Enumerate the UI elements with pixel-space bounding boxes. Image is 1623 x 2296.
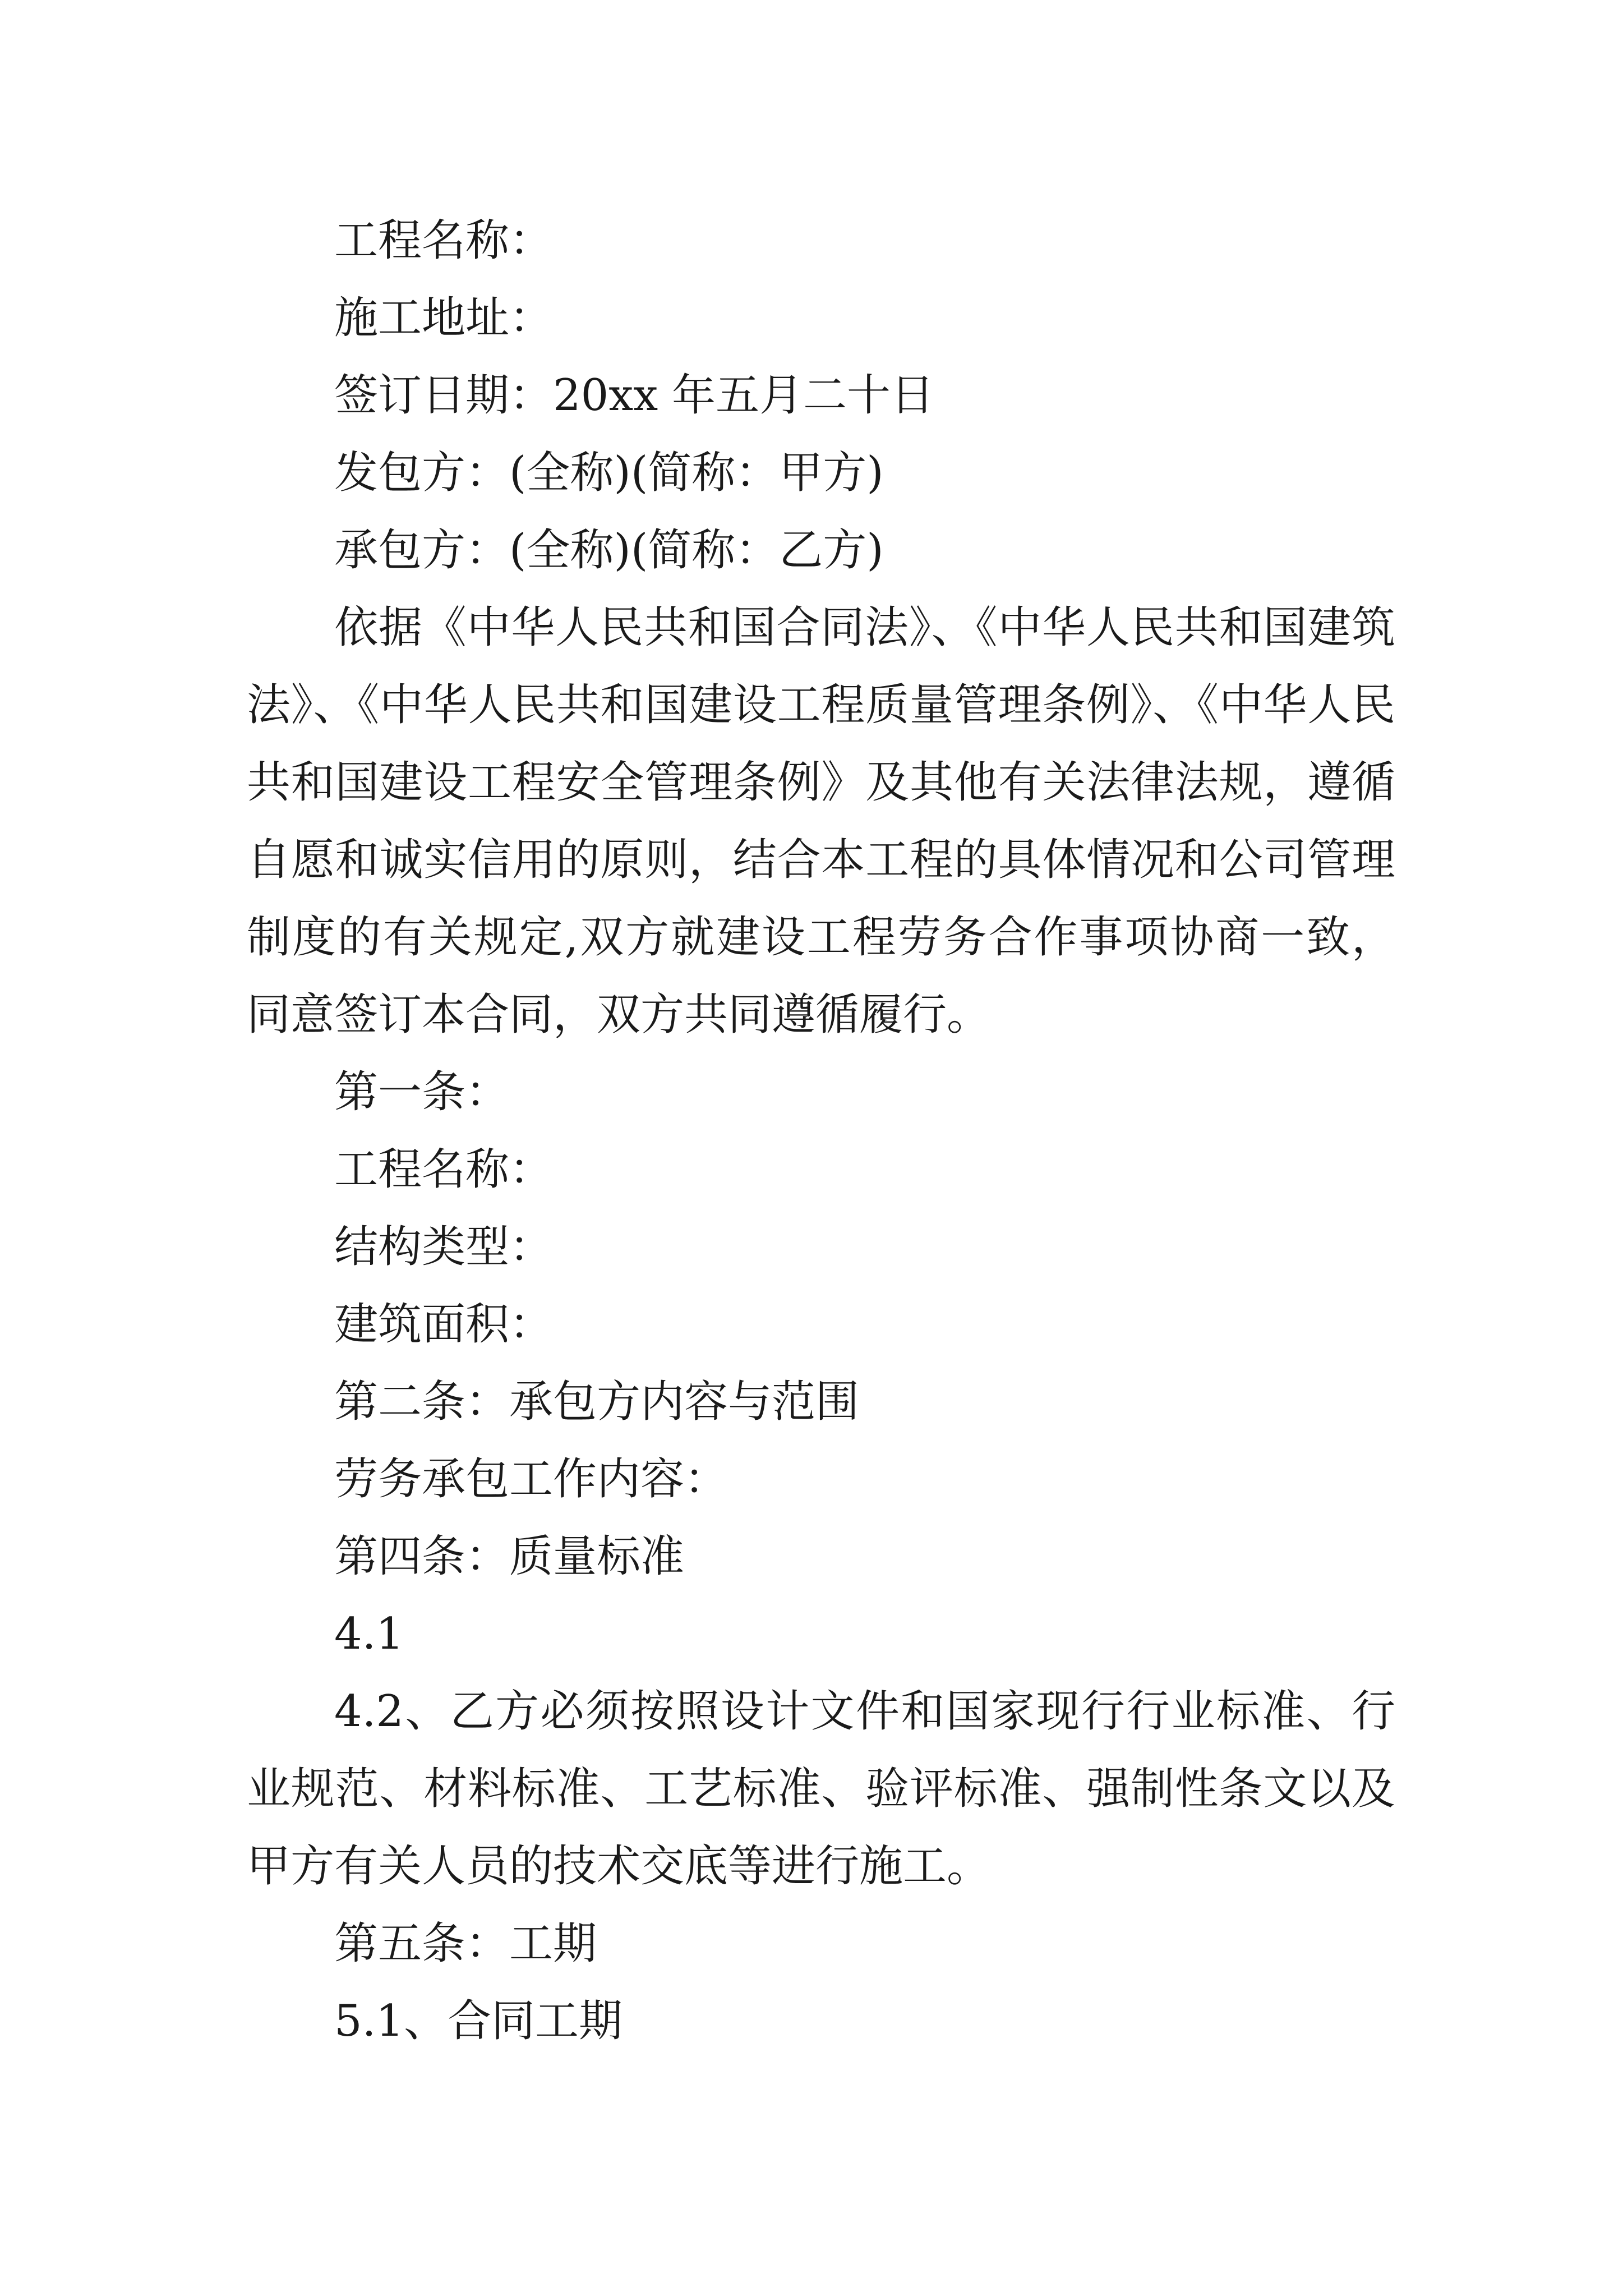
article-1-structure-type: 结构类型：: [334, 1222, 554, 1272]
clause-4-1: 4.1: [334, 1609, 404, 1659]
article-5-heading: 第五条：工期: [334, 1918, 597, 1969]
article-2-heading: 第二条：承包方内容与范围: [334, 1377, 860, 1427]
employer-line: 发包方：(全称)(简称：甲方): [334, 448, 884, 498]
article-1-heading: 第一条：: [334, 1067, 510, 1117]
contractor-line: 承包方：(全称)(简称：乙方): [334, 525, 884, 576]
clause-5-1: 5.1、合同工期: [334, 1996, 623, 2046]
article-1-project-name: 工程名称：: [334, 1144, 554, 1195]
preamble-paragraph: 依据《中华人民共和国合同法》、《中华人民共和国建筑法》、《中华人民共和国建设工程质量管理条例》、《中华人民共和国建设工程安全管理条例》及其他有关法律法规，遵循自愿和诚实信用的原则，结合本工程的具体情况和公司管理制度的有关规定,双方就建设工程劳务合作事项协商一致，同意签订本合同，双方共同遵循履行。: [247, 602, 1395, 1040]
labor-scope-line: 劳务承包工作内容：: [334, 1454, 728, 1504]
article-4-heading: 第四条：质量标准: [334, 1531, 685, 1582]
project-name-line: 工程名称：: [334, 215, 554, 266]
signing-date-line: 签订日期：20xx 年五月二十日: [334, 370, 935, 421]
article-1-building-area: 建筑面积：: [334, 1299, 554, 1350]
document-page: [247, 202, 1395, 2060]
site-address-line: 施工地址：: [334, 293, 554, 343]
clause-4-2: 4.2、乙方必须按照设计文件和国家现行行业标准、行业规范、材料标准、工艺标准、验评标准、强制性条文以及甲方有关人员的技术交底等进行施工。: [247, 1686, 1395, 1892]
